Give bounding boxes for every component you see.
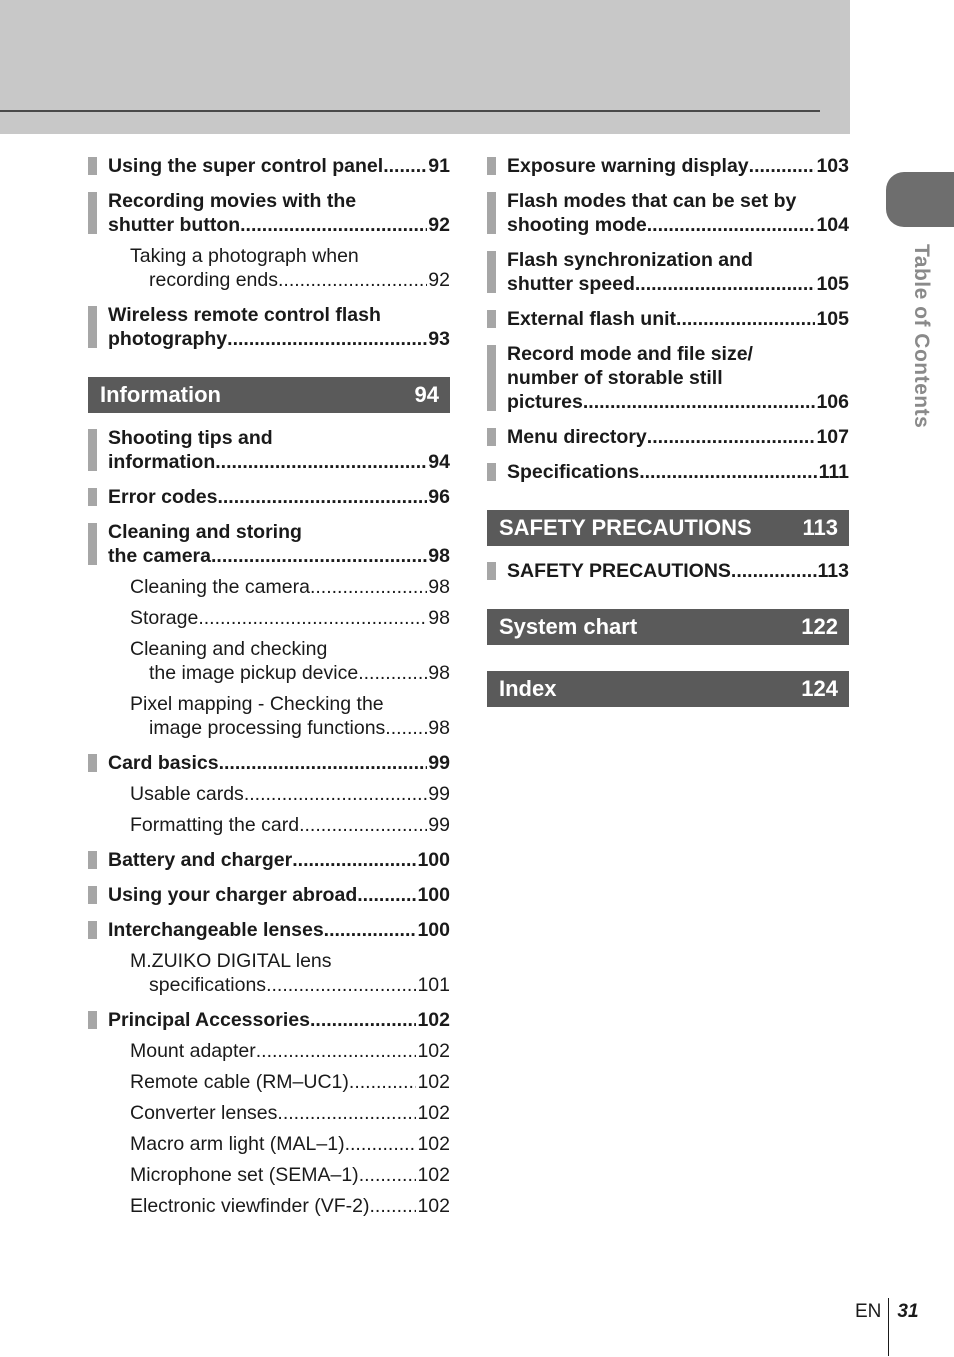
dot-leader <box>731 559 817 583</box>
entry-page-number: 98 <box>428 607 450 629</box>
entry-title-line: Storage <box>130 607 199 629</box>
dot-leader <box>749 154 816 178</box>
entry-title-line: Taking a photograph when <box>130 245 359 267</box>
toc-subentry[interactable] <box>88 949 450 997</box>
entry-page-number: 102 <box>417 1071 450 1093</box>
entry-title-line: Card basics <box>108 752 219 774</box>
entry-page-number: 102 <box>417 1164 450 1186</box>
entry-title-line: Using the super control panel <box>108 155 384 177</box>
dot-leader <box>357 883 416 907</box>
entry-page-number: 100 <box>417 919 450 941</box>
entry-title-line: Mount adapter <box>130 1040 256 1062</box>
section-title: Index <box>499 676 557 701</box>
section-page-number: 113 <box>802 515 838 540</box>
toc-subentry[interactable] <box>88 1101 450 1125</box>
entry-title-line: Cleaning the camera <box>130 576 310 598</box>
dot-leader <box>292 848 416 872</box>
entry-title-line: Error codes <box>108 486 218 508</box>
toc-entry[interactable] <box>487 460 849 484</box>
entry-title-line: Specifications <box>507 461 640 483</box>
dot-leader <box>219 751 428 775</box>
entry-page-number: 102 <box>417 1040 450 1062</box>
section-page-number: 122 <box>801 614 838 639</box>
side-tab[interactable] <box>886 172 954 227</box>
dot-leader <box>358 661 427 685</box>
entry-title-line: Principal Accessories <box>108 1009 310 1031</box>
dot-leader <box>277 1101 416 1125</box>
section-title: SAFETY PRECAUTIONS <box>499 515 752 540</box>
dot-leader <box>359 1163 417 1187</box>
toc-subentry[interactable] <box>88 1039 450 1063</box>
entry-page-number: 113 <box>817 560 849 582</box>
entry-title-line: Flash synchronization and <box>507 249 753 271</box>
entry-title-line: number of storable still <box>507 367 723 389</box>
toc-column-left <box>88 154 450 1218</box>
section-title: System chart <box>499 614 638 639</box>
dot-leader <box>639 460 817 484</box>
entry-title-line: Cleaning and storing <box>108 521 302 543</box>
dot-leader <box>244 782 427 806</box>
dot-leader <box>310 575 427 599</box>
toc-entry[interactable] <box>88 189 450 237</box>
toc-section-header[interactable] <box>88 377 450 413</box>
toc-subentry[interactable] <box>88 606 450 630</box>
entry-title-line: Pixel mapping - Checking the <box>130 693 384 715</box>
toc-section-header[interactable] <box>487 609 849 645</box>
footer <box>855 1298 919 1357</box>
page-number: 31 <box>897 1301 919 1322</box>
entry-title-line: recording ends <box>149 269 278 291</box>
toc-entry[interactable] <box>88 848 450 872</box>
toc-entry[interactable] <box>88 426 450 474</box>
entry-title-line: Recording movies with the <box>108 190 357 212</box>
toc-subentry[interactable] <box>88 1070 450 1094</box>
toc-column-right <box>487 154 849 707</box>
entry-page-number: 99 <box>428 783 450 805</box>
dot-leader <box>369 1194 416 1218</box>
entry-page-number: 94 <box>428 451 450 473</box>
toc-subentry[interactable] <box>88 1163 450 1187</box>
section-page-number: 124 <box>801 676 838 701</box>
entry-title-line: Using your charger abroad <box>108 884 358 906</box>
toc-subentry[interactable] <box>88 244 450 292</box>
entry-page-number: 107 <box>816 426 849 448</box>
entry-title-line: Cleaning and checking <box>130 638 328 660</box>
entry-title-line: pictures <box>507 391 583 413</box>
toc-entry[interactable] <box>487 307 849 331</box>
entry-page-number: 92 <box>428 214 450 236</box>
toc-entry[interactable] <box>88 154 450 178</box>
entry-page-number: 102 <box>417 1009 450 1031</box>
entry-title-line: SAFETY PRECAUTIONS <box>507 560 731 582</box>
entry-page-number: 98 <box>428 576 450 598</box>
toc-entry[interactable] <box>487 559 849 583</box>
entry-title-line: Interchangeable lenses <box>108 919 324 941</box>
dot-leader <box>647 425 816 449</box>
toc-entry[interactable] <box>88 520 450 568</box>
entry-page-number: 100 <box>417 849 450 871</box>
toc-entry[interactable] <box>88 918 450 942</box>
dot-leader <box>211 544 427 568</box>
entry-title-line: Electronic viewfinder (VF-2) <box>130 1195 370 1217</box>
toc-subentry[interactable] <box>88 1194 450 1218</box>
entry-page-number: 93 <box>428 328 450 350</box>
header-band <box>0 0 850 134</box>
entry-title-line: photography <box>108 328 228 350</box>
toc-entry[interactable] <box>487 154 849 178</box>
entry-title-line: Microphone set (SEMA–1) <box>130 1164 359 1186</box>
dot-leader <box>324 918 417 942</box>
entry-page-number: 104 <box>816 214 849 236</box>
dot-leader <box>227 327 427 351</box>
toc-subentry[interactable] <box>88 813 450 837</box>
entry-page-number: 103 <box>816 155 849 177</box>
dot-leader <box>647 213 816 237</box>
header-rule <box>0 110 820 112</box>
section-page-number: 94 <box>414 382 439 407</box>
toc-subentry[interactable] <box>88 637 450 685</box>
dot-leader <box>349 1070 417 1094</box>
entry-title-line: Formatting the card <box>130 814 300 836</box>
toc-entry[interactable] <box>487 189 849 237</box>
entry-title-line: shutter button <box>108 214 241 236</box>
entry-page-number: 111 <box>818 461 849 483</box>
toc-subentry[interactable] <box>88 575 450 599</box>
toc-entry[interactable] <box>88 303 450 351</box>
entry-page-number: 91 <box>428 155 450 177</box>
entry-title-line: Remote cable (RM–UC1) <box>130 1071 349 1093</box>
entry-title-line: the image pickup device <box>149 662 359 684</box>
dot-leader <box>310 1008 416 1032</box>
toc-subentry[interactable] <box>88 692 450 740</box>
entry-title-line: M.ZUIKO DIGITAL lens <box>130 950 332 972</box>
entry-title-line: Macro arm light (MAL–1) <box>130 1133 345 1155</box>
toc-section-header[interactable] <box>487 510 849 546</box>
dot-leader <box>299 813 427 837</box>
entry-title-line: Flash modes that can be set by <box>507 190 797 212</box>
dot-leader <box>198 606 427 630</box>
entry-title-line: shutter speed <box>507 273 635 295</box>
toc-subentry[interactable] <box>88 782 450 806</box>
entry-title-line: image processing functions <box>149 717 386 739</box>
dot-leader <box>583 390 816 414</box>
entry-title-line: Menu directory <box>507 426 647 448</box>
entry-title-line: Exposure warning display <box>507 155 749 177</box>
entry-page-number: 102 <box>417 1102 450 1124</box>
entry-page-number: 105 <box>816 308 849 330</box>
dot-leader <box>676 307 815 331</box>
entry-title-line: Record mode and file size/ <box>507 343 753 365</box>
dot-leader <box>635 272 816 296</box>
entry-page-number: 92 <box>428 269 450 291</box>
entry-title-line: specifications <box>149 974 267 996</box>
toc-entry[interactable] <box>88 1008 450 1032</box>
entry-title-line: Wireless remote control flash <box>108 304 381 326</box>
entry-page-number: 102 <box>417 1133 450 1155</box>
entry-page-number: 101 <box>417 974 450 996</box>
toc-entry[interactable] <box>88 485 450 509</box>
section-title: Information <box>100 382 221 407</box>
dot-leader <box>383 154 427 178</box>
entry-title-line: information <box>108 451 216 473</box>
toc-entry[interactable] <box>88 883 450 907</box>
dot-leader <box>217 485 427 509</box>
dot-leader <box>256 1039 417 1063</box>
entry-page-number: 100 <box>417 884 450 906</box>
toc-section-header[interactable] <box>487 671 849 707</box>
entry-page-number: 106 <box>816 391 849 413</box>
entry-page-number: 102 <box>417 1195 450 1217</box>
toc-entry[interactable] <box>487 425 849 449</box>
toc-entry[interactable] <box>88 751 450 775</box>
entry-page-number: 99 <box>428 752 450 774</box>
dot-leader <box>266 973 416 997</box>
entry-title-line: Shooting tips and <box>108 427 273 449</box>
dot-leader <box>345 1132 417 1156</box>
dot-leader <box>385 716 427 740</box>
entry-page-number: 98 <box>428 545 450 567</box>
toc-entry[interactable] <box>487 248 849 296</box>
toc-entry[interactable] <box>487 342 849 414</box>
entry-title-line: Battery and charger <box>108 849 293 871</box>
entry-title-line: Usable cards <box>130 783 244 805</box>
entry-title-line: shooting mode <box>507 214 647 236</box>
dot-leader <box>278 268 427 292</box>
entry-title-line: External flash unit <box>507 308 677 330</box>
toc-subentry[interactable] <box>88 1132 450 1156</box>
entry-title-line: the camera <box>108 545 211 567</box>
side-tab-label: Table of Contents <box>910 244 933 429</box>
dot-leader <box>240 213 427 237</box>
entry-title-line: Converter lenses <box>130 1102 278 1124</box>
dot-leader <box>215 450 427 474</box>
entry-page-number: 98 <box>428 662 450 684</box>
footer-lang: EN <box>855 1301 882 1322</box>
entry-page-number: 96 <box>428 486 450 508</box>
entry-page-number: 105 <box>816 273 849 295</box>
entry-page-number: 98 <box>428 717 450 739</box>
entry-page-number: 99 <box>428 814 450 836</box>
